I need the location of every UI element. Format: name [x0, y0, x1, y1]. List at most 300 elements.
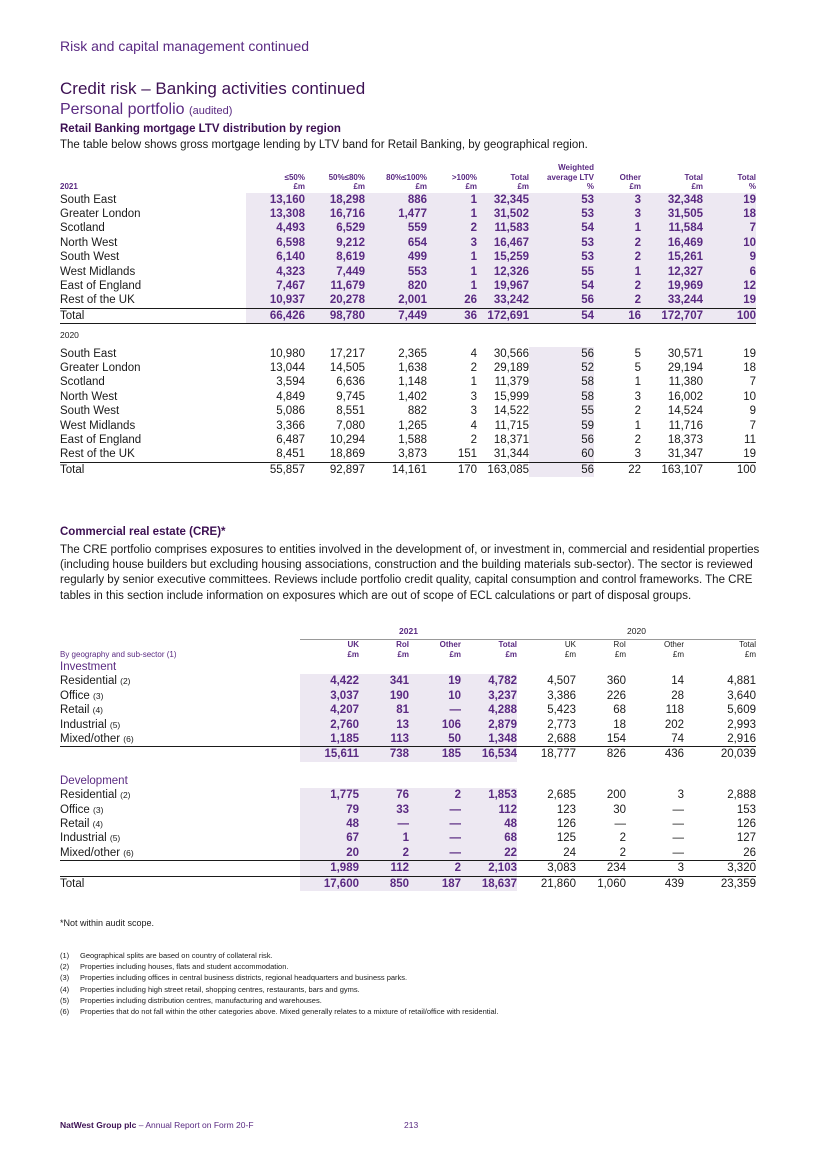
value-cell: 1 — [427, 193, 477, 207]
footnote-number: (1) — [60, 951, 70, 960]
footer-company: NatWest Group plc — [60, 1120, 137, 1130]
table-row — [60, 447, 756, 462]
value-cell: 14,522 — [493, 405, 529, 418]
value-cell: 123 — [556, 803, 576, 816]
value-cell: 10 — [703, 236, 756, 250]
value-cell: 1,477 — [365, 207, 427, 221]
value-cell: 738 — [359, 747, 409, 762]
row-label: Scotland — [60, 222, 105, 235]
row-label — [60, 846, 300, 861]
value-cell: 67 — [300, 831, 359, 845]
value-cell: 28 — [671, 689, 684, 702]
value-cell: 30,571 — [667, 347, 703, 360]
value-cell: 8,451 — [276, 448, 305, 461]
value-cell: 2,879 — [461, 718, 517, 732]
value-cell: 18,777 — [517, 747, 576, 762]
value-cell: 18,371 — [493, 434, 529, 446]
row-label — [60, 674, 300, 688]
value-cell: 32,348 — [641, 193, 703, 207]
row-label-text: Mixed/other — [60, 733, 121, 746]
value-cell: 21,860 — [517, 876, 576, 891]
value-cell: 1 — [427, 279, 477, 293]
footnote-ref: (5) — [109, 719, 121, 730]
value-cell: 50 — [409, 732, 461, 747]
footnotes — [60, 950, 498, 1017]
subsection-title — [60, 101, 232, 119]
value-cell: 9 — [749, 405, 756, 418]
value-cell: 125 — [556, 832, 576, 845]
value-cell: 3,320 — [684, 861, 756, 876]
row-label-text: Retail — [60, 704, 90, 717]
value-cell: 66,426 — [246, 308, 305, 323]
row-label: Total — [60, 876, 300, 891]
footnote — [60, 984, 498, 995]
value-cell: 1 — [594, 265, 641, 279]
value-cell: 16 — [594, 308, 641, 323]
footnote-ref: (6) — [123, 847, 134, 858]
value-cell: 820 — [365, 279, 427, 293]
value-cell: 6,140 — [246, 250, 305, 264]
table-row — [60, 390, 756, 404]
value-cell: 654 — [365, 236, 427, 250]
spacer — [60, 762, 756, 774]
value-cell: 2 — [634, 434, 641, 446]
value-cell: 19 — [743, 448, 756, 461]
cre-heading: Commercial real estate (CRE)* — [60, 526, 226, 538]
value-cell: 32,345 — [477, 193, 529, 207]
row-label: Rest of the UK — [60, 448, 135, 461]
value-cell: 2,001 — [365, 293, 427, 308]
footnote-number: (3) — [60, 973, 70, 983]
row-label: Rest of the UK — [60, 294, 135, 307]
value-cell: 2,888 — [727, 789, 756, 802]
value-cell: 36 — [427, 308, 477, 323]
value-cell: 2,688 — [547, 733, 576, 746]
value-cell: — — [409, 817, 461, 831]
value-cell: — — [409, 703, 461, 717]
value-cell: 9,745 — [336, 390, 365, 403]
value-cell: 2 — [594, 250, 641, 264]
value-cell: 1,638 — [398, 361, 427, 374]
value-cell: 13,160 — [246, 193, 305, 207]
value-cell: 3 — [634, 448, 641, 461]
value-cell: 48 — [300, 817, 359, 831]
value-cell: 5,086 — [276, 405, 305, 418]
value-cell: 7 — [749, 419, 756, 432]
table-row — [60, 462, 756, 477]
value-cell: 2,760 — [300, 718, 359, 732]
value-cell: 172,691 — [477, 308, 529, 323]
value-cell: 18,298 — [305, 193, 365, 207]
value-cell: 1,348 — [461, 732, 517, 747]
value-cell: 53 — [529, 207, 594, 221]
value-cell: 10,937 — [246, 293, 305, 308]
row-label-text: Retail — [60, 818, 90, 831]
value-cell: 26 — [743, 846, 756, 859]
value-cell: 112 — [359, 861, 409, 876]
value-cell: 1,989 — [300, 861, 359, 876]
value-cell: 886 — [365, 193, 427, 207]
row-label: North West — [60, 236, 118, 249]
row-label — [60, 803, 300, 817]
value-cell: 3,037 — [300, 689, 359, 703]
value-cell: 24 — [563, 846, 576, 859]
row-label: East of England — [60, 279, 142, 292]
value-cell: 4,881 — [727, 675, 756, 688]
table-row — [60, 207, 756, 221]
section-label: Investment — [60, 661, 117, 673]
value-cell: 2,773 — [547, 718, 576, 731]
value-cell: 151 — [457, 448, 477, 461]
value-cell: 850 — [359, 876, 409, 891]
value-cell: 163,085 — [477, 462, 529, 477]
column-header: ≤50% £m — [284, 172, 305, 191]
row-label: Total — [60, 308, 246, 323]
footnote-ref: (4) — [92, 705, 103, 716]
value-cell: 18,869 — [329, 448, 365, 461]
table-row — [60, 265, 756, 279]
row-label-text: Office — [60, 689, 90, 702]
value-cell: 13,308 — [246, 207, 305, 221]
column-header: 80%≤100% £m — [386, 172, 427, 191]
value-cell: 52 — [529, 361, 594, 375]
value-cell: 3 — [594, 207, 641, 221]
value-cell: 6,598 — [246, 236, 305, 250]
value-cell: — — [409, 803, 461, 817]
value-cell: 11,584 — [641, 221, 703, 235]
value-cell: 154 — [606, 733, 626, 746]
value-cell: 14 — [671, 675, 684, 688]
column-header: Total £m — [498, 640, 517, 659]
intro-text: The table below shows gross mortgage lending by LTV band for Retail Banking, by geographical region. — [60, 139, 588, 151]
value-cell: 22 — [461, 846, 517, 861]
value-cell: 22 — [594, 462, 641, 477]
column-header: Other £m — [439, 640, 461, 659]
value-cell: 234 — [576, 861, 626, 876]
value-cell: 17,217 — [329, 347, 365, 360]
column-header: Other £m — [619, 172, 641, 191]
value-cell: 1,402 — [398, 390, 427, 403]
value-cell: 6 — [703, 265, 756, 279]
value-cell: 2 — [594, 236, 641, 250]
value-cell: 172,707 — [641, 308, 703, 323]
value-cell: 187 — [409, 876, 461, 891]
value-cell: 55 — [529, 265, 594, 279]
row-label-text: Industrial — [60, 832, 107, 845]
value-cell: 55,857 — [246, 462, 305, 477]
column-header: Total £m — [739, 640, 756, 659]
row-label — [60, 788, 300, 802]
cre-paragraph: The CRE portfolio comprises exposures to entities involved in the development of, or investment in, commercial and residential properties (including house builders but excluding housing associations, construction and the building materials sub-sector). The sector is reviewed regularly by senior executive committees. Reviews include portfolio credit quality, capital consumption and control frameworks. The CRE tables in this section include information on exposures which are out of scope of ECL calculations or part of disposal groups. — [60, 544, 760, 602]
value-cell: 29,194 — [667, 361, 703, 374]
row-label — [60, 817, 300, 831]
value-cell: 59 — [529, 419, 594, 433]
value-cell: 2 — [409, 788, 461, 802]
value-cell: 68 — [461, 831, 517, 845]
value-cell: 4,422 — [300, 674, 359, 688]
value-cell: 19 — [703, 293, 756, 308]
value-cell: 29,189 — [493, 361, 529, 374]
value-cell: 4 — [470, 347, 477, 360]
column-header: RoI £m — [396, 640, 409, 659]
column-header: Total £m — [510, 172, 529, 191]
page-number: 213 — [404, 1120, 419, 1130]
row-label: South East — [60, 347, 117, 360]
row-label: West Midlands — [60, 265, 136, 278]
value-cell: 2 — [470, 361, 477, 374]
row-label — [60, 732, 300, 747]
value-cell: 3,083 — [517, 861, 576, 876]
row-label-text: Mixed/other — [60, 846, 121, 859]
value-cell: 30 — [613, 803, 626, 816]
value-cell: 14,161 — [365, 462, 427, 477]
value-cell: 3,366 — [276, 419, 305, 432]
column-header: UK £m — [347, 640, 359, 659]
value-cell: 81 — [359, 703, 409, 717]
value-cell: 1,588 — [398, 434, 427, 446]
row-label-text: Industrial — [60, 718, 107, 731]
footnote-ref: (4) — [92, 819, 103, 830]
column-header: 50%≤80% £m — [328, 172, 365, 191]
value-cell: 1 — [427, 265, 477, 279]
value-cell: 118 — [665, 704, 684, 717]
table-row — [60, 846, 756, 861]
value-cell: 19 — [743, 347, 756, 360]
value-cell: — — [409, 831, 461, 845]
value-cell: 1,185 — [300, 732, 359, 747]
value-cell: 882 — [407, 405, 427, 418]
value-cell: 54 — [529, 221, 594, 235]
table-row — [60, 732, 756, 747]
value-cell: 33 — [359, 803, 409, 817]
value-cell: 4,849 — [276, 390, 305, 403]
table-row — [60, 433, 756, 447]
value-cell: 5 — [634, 361, 641, 374]
value-cell: 1 — [427, 250, 477, 264]
spacer-row — [60, 762, 756, 774]
value-cell: 100 — [703, 308, 756, 323]
value-cell: 127 — [736, 832, 756, 845]
value-cell: 19,969 — [641, 279, 703, 293]
value-cell: 30,566 — [493, 347, 529, 360]
column-header: Total % — [737, 172, 756, 191]
value-cell: 74 — [671, 733, 684, 746]
value-cell: 106 — [409, 718, 461, 732]
value-cell: 15,261 — [641, 250, 703, 264]
value-cell: 56 — [529, 433, 594, 447]
value-cell: 9 — [703, 250, 756, 264]
value-cell: 10,294 — [329, 434, 365, 446]
value-cell: 12 — [703, 279, 756, 293]
table-row — [60, 293, 756, 308]
footnote-ref: (3) — [93, 804, 104, 815]
table-row — [60, 361, 756, 375]
value-cell: 4,288 — [461, 703, 517, 717]
value-cell: 7,080 — [336, 419, 365, 432]
footnote — [60, 995, 498, 1006]
value-cell: 4 — [470, 419, 477, 432]
value-cell: 6,636 — [336, 376, 365, 389]
value-cell: 11,379 — [494, 376, 529, 389]
value-cell: 3 — [626, 861, 684, 876]
value-cell: — — [672, 846, 684, 859]
value-cell: 4,782 — [461, 674, 517, 688]
value-cell: 15,999 — [493, 390, 529, 403]
value-cell: 18,373 — [667, 434, 703, 446]
value-cell: 11,380 — [668, 376, 703, 389]
value-cell: 2 — [619, 846, 626, 859]
value-cell: — — [672, 832, 684, 845]
footnote-number: (2) — [60, 962, 70, 972]
value-cell: 11,716 — [668, 419, 703, 432]
value-cell: 2 — [594, 293, 641, 308]
column-header: Total £m — [684, 172, 703, 191]
value-cell: 10,980 — [269, 347, 305, 360]
row-label: South West — [60, 251, 120, 264]
table-row — [60, 193, 756, 207]
table-row — [60, 703, 756, 717]
value-cell: 13 — [359, 718, 409, 732]
value-cell: — — [409, 846, 461, 861]
table-row — [60, 221, 756, 235]
value-cell: 56 — [529, 462, 594, 477]
value-cell: 19 — [703, 193, 756, 207]
row-label — [60, 703, 300, 717]
table-row — [60, 419, 756, 433]
value-cell: 7 — [749, 376, 756, 389]
row-label-text: Residential — [60, 675, 117, 688]
cre-year-2020: 2020 — [517, 626, 756, 640]
value-cell: 5 — [634, 347, 641, 360]
value-cell: 2 — [470, 434, 477, 446]
value-cell: 16,467 — [477, 236, 529, 250]
value-cell: 8,619 — [305, 250, 365, 264]
value-cell: 20,278 — [305, 293, 365, 308]
footer-doc: – Annual Report on Form 20-F — [136, 1120, 254, 1130]
value-cell: 31,505 — [641, 207, 703, 221]
footnote — [60, 972, 498, 983]
value-cell: 14,524 — [667, 405, 703, 418]
value-cell: 4,493 — [246, 221, 305, 235]
value-cell: 185 — [409, 747, 461, 762]
footnote-ref: (2) — [120, 676, 131, 687]
value-cell: 341 — [359, 674, 409, 688]
value-cell: 79 — [300, 803, 359, 817]
value-cell: 3,640 — [727, 689, 756, 702]
value-cell: 16,716 — [305, 207, 365, 221]
footnote-ref: (6) — [123, 734, 134, 745]
value-cell: 1 — [634, 376, 641, 389]
value-cell: 6,487 — [276, 434, 305, 446]
value-cell: 163,107 — [641, 462, 703, 477]
value-cell: 53 — [529, 236, 594, 250]
value-cell: 7,449 — [305, 265, 365, 279]
value-cell: 126 — [736, 818, 756, 831]
value-cell: 7 — [703, 221, 756, 235]
value-cell: 2,103 — [461, 861, 517, 876]
value-cell: 76 — [359, 788, 409, 802]
value-cell: 33,244 — [641, 293, 703, 308]
table-row — [60, 674, 756, 688]
row-label: South West — [60, 405, 120, 418]
ltv-table — [60, 163, 756, 477]
value-cell: 126 — [556, 818, 576, 831]
table-row — [60, 308, 756, 323]
subtotal-row — [60, 747, 756, 762]
footnote-ref: (2) — [120, 790, 131, 801]
value-cell: 4,507 — [547, 675, 576, 688]
value-cell: 436 — [626, 747, 684, 762]
footnote-text: Properties including houses, flats and student accommodation. — [80, 962, 289, 972]
value-cell: 20 — [300, 846, 359, 861]
value-cell: 18,637 — [461, 876, 517, 891]
value-cell: 2 — [359, 846, 409, 861]
value-cell: 54 — [529, 279, 594, 293]
value-cell: 15,611 — [300, 747, 359, 762]
subtotal-row — [60, 861, 756, 876]
table-row — [60, 817, 756, 831]
value-cell: 2,685 — [547, 789, 576, 802]
value-cell: 112 — [461, 803, 517, 817]
value-cell: 31,344 — [493, 448, 529, 461]
value-cell: 2,993 — [727, 718, 756, 731]
value-cell: 4,323 — [246, 265, 305, 279]
cre-table — [60, 626, 756, 891]
value-cell: 170 — [427, 462, 477, 477]
column-header: Other £m — [663, 640, 684, 659]
table-row — [60, 803, 756, 817]
footnote-number: (4) — [60, 984, 70, 994]
value-cell: 553 — [365, 265, 427, 279]
table-row — [60, 250, 756, 264]
value-cell: 1 — [634, 419, 641, 432]
value-cell: 55 — [529, 404, 594, 418]
section-row — [60, 774, 756, 788]
value-cell: 56 — [529, 293, 594, 308]
value-cell: 26 — [427, 293, 477, 308]
row-label — [60, 831, 300, 845]
row-label-text: Residential — [60, 789, 117, 802]
value-cell: 3 — [594, 193, 641, 207]
row-label: North West — [60, 390, 118, 403]
row-label — [60, 861, 300, 876]
value-cell: 7,449 — [365, 308, 427, 323]
value-cell: 56 — [529, 347, 594, 361]
value-cell: 5,609 — [727, 704, 756, 717]
value-cell: 13,044 — [269, 361, 305, 374]
value-cell: 10 — [743, 390, 756, 403]
value-cell: 3,594 — [276, 376, 305, 389]
value-cell: 15,259 — [477, 250, 529, 264]
footnote — [60, 950, 498, 961]
row-label-text: Office — [60, 803, 90, 816]
value-cell: 3 — [634, 390, 641, 403]
page-footer — [60, 1120, 419, 1130]
column-header: By geography and sub-sector (1) — [60, 649, 177, 659]
column-header: >100% £m — [451, 172, 477, 191]
table-row — [60, 375, 756, 389]
value-cell: 18 — [703, 207, 756, 221]
column-header: RoI £m — [613, 640, 626, 659]
row-label: Scotland — [60, 376, 105, 389]
value-cell: 200 — [606, 789, 626, 802]
row-label: West Midlands — [60, 419, 136, 432]
subtotal-row — [60, 876, 756, 891]
column-header: UK £m — [564, 640, 576, 659]
value-cell: 360 — [606, 675, 626, 688]
value-cell: 113 — [359, 732, 409, 747]
value-cell: 2 — [594, 279, 641, 293]
